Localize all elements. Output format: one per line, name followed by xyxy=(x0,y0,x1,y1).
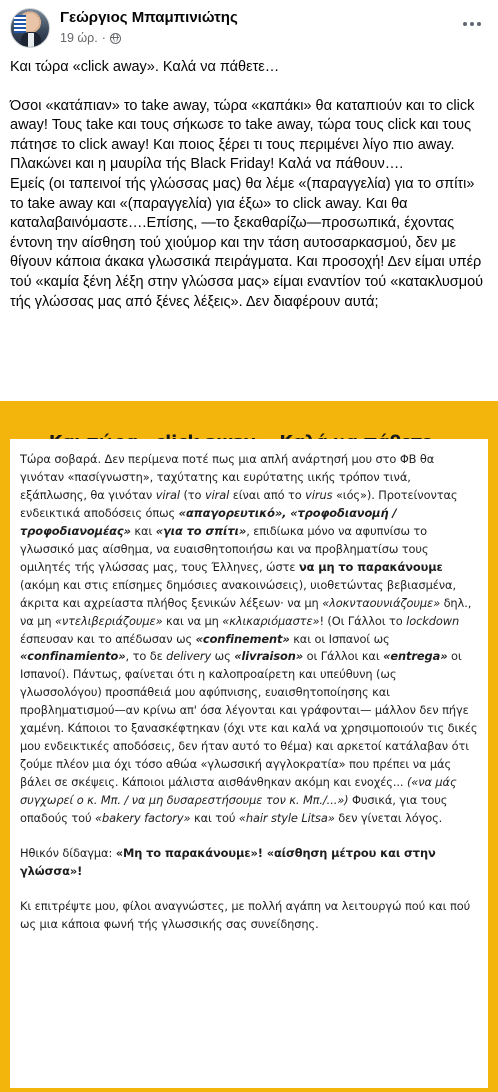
body-text: «ιός»). Προτείνοντας ενδεικτικά αποδόσεις όπως xyxy=(20,487,458,520)
body-italic: «bakery factory» xyxy=(95,811,191,826)
body-text: δεν γίνεται λόγος. xyxy=(334,811,443,826)
body-text: έσπευσαν και το απέδωσαν ως xyxy=(20,631,196,646)
body-italic: delivery xyxy=(166,649,212,664)
body-italic: «hair style Litsa» xyxy=(238,811,335,826)
body-bold-italic: «livraison» xyxy=(234,649,304,664)
post-intro: Και τώρα «click away». Καλά να πάθετε… xyxy=(10,59,280,75)
body-italic: viral xyxy=(204,487,230,502)
body-text: και τού xyxy=(190,811,239,826)
spacer xyxy=(20,828,478,845)
more-dot xyxy=(463,22,467,26)
body-text: οι Γάλλοι και xyxy=(303,649,384,664)
spacer xyxy=(20,881,478,898)
body-bold-italic: «απαγορευτικό», «τροφοδιανομή / τροφοδιανομέας» xyxy=(20,505,397,538)
image-text-card xyxy=(10,439,488,1088)
body-text: ως xyxy=(211,649,235,664)
more-dot xyxy=(477,22,481,26)
body-bold-italic: «για το σπίτι» xyxy=(155,523,247,538)
post-meta xyxy=(60,31,121,45)
body-italic: «λοκνταουνιάζουμε» xyxy=(322,595,441,610)
body-text: ! (Οι Γάλλοι το xyxy=(319,613,407,628)
moral-paragraph xyxy=(20,845,478,881)
body-text: (ακόμη και στις επίσημες δημόσιες ανακοινώσεις), υιοθετώντας βεβιασμένα, άκριτα και αχρείαστα πλήθος ξενικών λέξεων· να μη xyxy=(20,577,456,610)
post-paragraph-1: Όσοι «κατάπιαν» το take away, τώρα «καπάκι» θα καταπιούν και το click away! Τους take και τους σήκωσε το take away, τώρα τους click και τους πάτησε το click away! Και ποιος ξέρει τι τους περιμένει λίγο πιο away. Πλακώνει και η μαυρίλα τής Black Friday! Καλά να πάθουν…. xyxy=(10,97,475,173)
body-text: είναι από το xyxy=(229,487,306,502)
meta-separator: · xyxy=(101,31,106,45)
body-italic: lockdown xyxy=(406,613,460,628)
body-text: , επιδίωκα μόνο να αφυπνίσω το γλωσσικό μας αίσθημα, να ευαισθητοποιήσω και να προβληματίσω τους ομιλητές τής γλώσσας μας, τους Έλληνες, ώστε xyxy=(20,523,429,574)
body-text: Φυσικά, για τους οπαδούς τού xyxy=(20,793,448,826)
more-dot xyxy=(470,22,474,26)
body-italic: «ντελιβεριάζουμε» xyxy=(54,613,163,628)
more-icon[interactable] xyxy=(458,14,486,34)
body-text: Τώρα σοβαρά. Δεν περίμενα ποτέ πως μια απλή ανάρτησή μου στο ΦΒ θα γινόταν «πασίγνωστη», ταχύτατης και ευρύτατης ιικής τρόπον τινά, εξάπλωσης, θα γινόταν xyxy=(20,452,435,502)
body-text: δηλ., να μη xyxy=(20,595,472,628)
author-avatar[interactable] xyxy=(10,8,50,48)
post-text xyxy=(10,58,490,312)
body-italic: («να μάς συγχωρεί ο κ. Μπ. / να μη δυσαρεστήσουμε τον κ. Μπ./...») xyxy=(20,775,457,808)
body-text: οι Ισπανοί). Πάντως, φαίνεται ότι η καλοπροαίρετη και υπεύθυνη (ως γλωσσολόγου) προσπάθειά μου αφύπνισης, ευαισθητοποίησης και προβληματισμού—αν κρίνω απ' όσα λέγονται και γράφονται— μάλλον δεν πήγε χαμένη. Κάποιοι το ξανασκέφτηκαν (όχι ντε και καλά να χρησιμοποιούν τις δικές μου ενδεικτικές αποδόσεις, δεν ήταν αυτό το θέμα) και αρκετοί κατάλαβαν ότι ζούμε πλέον μια όχι τόσο αθώα «γλωσσική αγγλοκρατία» που πρέπει να μάς βάλει σε σκέψεις. Κάποιοι μάλιστα αισθάνθηκαν ακόμη και ενοχές... xyxy=(20,649,478,790)
body-text: , το δε xyxy=(125,649,167,664)
moral-text: «Μη το παρακάνουμε»! «αίσθηση μέτρου και στην γλώσσα»! xyxy=(20,846,436,878)
body-bold-italic: «entrega» xyxy=(383,649,448,664)
post-image[interactable] xyxy=(0,401,498,1092)
body-bold: να μη το παρακάνουμε xyxy=(298,559,443,574)
body-text: και οι Ισπανοί ως xyxy=(289,631,390,646)
flag-decoration xyxy=(14,15,26,33)
post-header xyxy=(10,8,488,54)
body-bold-italic: «confinamiento» xyxy=(20,649,126,664)
body-italic: virus xyxy=(305,487,333,502)
post-time[interactable]: 19 ώρ. xyxy=(60,31,98,45)
moral-label: Ηθικόν δίδαγμα: xyxy=(20,846,116,861)
author-name[interactable]: Γεώργιος Μπαμπινιώτης xyxy=(60,9,238,26)
body-text: και να μη xyxy=(162,613,223,628)
image-body-paragraph xyxy=(20,451,478,828)
body-bold-italic: «confinement» xyxy=(195,631,290,646)
globe-icon[interactable] xyxy=(110,33,121,44)
body-italic: viral xyxy=(155,487,180,502)
post-paragraph-2: Εμείς (οι ταπεινοί τής γλώσσας μας) θα λέμε «(παραγγελία) για το σπίτι» το take away και «(παραγγελία) για έξω» το click away. Και θα καταλαβαινόμαστε….Επίσης, —το ξεκαθαρίζω—προσωπικά, έχοντας έντονη την αίσθηση τού χιούμορ και την τάση αυτοσαρκασμού, δεν με θίγουν κάποια άκακα γλωσσικά πειράγματα. Και προσοχή! Δεν είμαι υπέρ τού «καμία ξένη λέξη στην γλώσσα μας» είμαι εναντίον τού «κατακλυσμού τής γλώσσας μας από ξένες λέξεις». Δεν διαφέρουν αυτά; xyxy=(10,175,484,310)
body-text: και xyxy=(130,523,156,538)
avatar-shirt xyxy=(28,33,34,48)
body-italic: «κλικαριόμαστε» xyxy=(222,613,320,628)
body-text: (το xyxy=(179,487,205,502)
closing-paragraph: Κι επιτρέψτε μου, φίλοι αναγνώστες, με πολλή αγάπη να λειτουργώ πού και πού ως μια κάποια φωνή τής γλωσσικής σας συνείδησης. xyxy=(20,898,471,931)
